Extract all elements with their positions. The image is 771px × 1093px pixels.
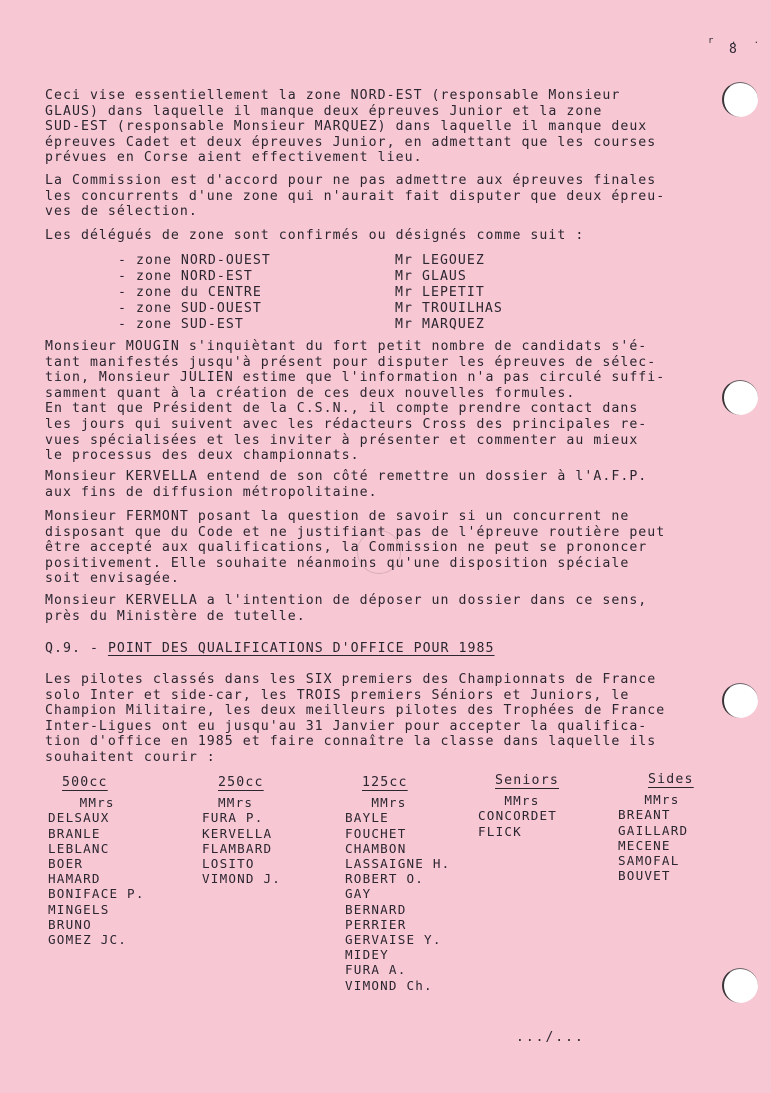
zone-name: - zone du CENTRE — [118, 285, 262, 300]
rider-name: CHAMBON — [345, 840, 407, 856]
zone-row — [118, 317, 503, 333]
rider-name: CONCORDET — [478, 808, 558, 824]
rider-name: BONIFACE P. — [48, 886, 145, 902]
zone-delegate: Mr TROUILHAS — [395, 301, 503, 316]
class-heading: 125cc — [362, 775, 408, 790]
rider-name: GOMEZ JC. — [48, 932, 128, 948]
corner-mark: r . . — [708, 36, 766, 46]
rider-name: MECENE — [618, 837, 671, 853]
rider-name: FLICK — [478, 823, 522, 839]
paragraph-commission-agreement: La Commission est d'accord pour ne pas admettre aux épreuves finales les concurrents d'une zone qui n'aurait fait disputer que deux épreu- ves de sélection. — [45, 173, 666, 220]
punch-hole — [722, 683, 758, 718]
zone-name: - zone SUD-EST — [118, 317, 244, 332]
rider-name: VIMOND Ch. — [345, 977, 433, 993]
section-title: POINT DES QUALIFICATIONS D'OFFICE POUR 1985 — [107, 641, 495, 656]
rider-name: FURA P. — [202, 810, 264, 826]
zone-name: - zone NORD-OUEST — [118, 253, 271, 268]
class-heading: Seniors — [495, 773, 559, 788]
punch-hole — [722, 380, 758, 415]
rider-name: BREANT — [618, 807, 671, 823]
rider-name: FURA A. — [345, 962, 407, 978]
punch-hole — [722, 968, 758, 1003]
rider-name: GAY — [345, 886, 372, 902]
rider-name: BRUNO — [48, 916, 92, 932]
section-heading — [45, 641, 495, 656]
class-heading: Sides — [648, 772, 694, 787]
zone-row — [118, 301, 503, 317]
class-heading: 250cc — [218, 775, 264, 790]
rider-name: MINGELS — [48, 901, 110, 917]
rider-name: BAYLE — [345, 810, 389, 826]
class-honorific: MMrs — [478, 793, 540, 809]
rider-name: SAMOFAL — [618, 853, 680, 869]
class-column-sides — [618, 772, 694, 883]
paragraph-delegates-intro: Les délégués de zone sont confirmés ou désignés comme suit : — [45, 228, 585, 243]
continuation-mark: .../... — [516, 1030, 585, 1045]
class-heading: 500cc — [62, 775, 108, 790]
rider-name: HAMARD — [48, 871, 101, 887]
rider-name: LOSITO — [202, 856, 255, 872]
paragraph-kervella-afp: Monsieur KERVELLA entend de son côté remettre un dossier à l'A.F.P. aux fins de diffusion métropolitaine. — [45, 469, 648, 500]
class-honorific: MMrs — [62, 795, 115, 811]
rider-name: LASSAIGNE H. — [345, 856, 451, 872]
rider-name: VIMOND J. — [202, 871, 282, 887]
zone-delegate: Mr MARQUEZ — [395, 317, 485, 332]
punch-hole — [722, 82, 758, 117]
rider-name: DELSAUX — [48, 810, 110, 826]
rider-name: MIDEY — [345, 947, 389, 963]
zone-row — [118, 269, 503, 285]
class-honorific: MMrs — [345, 795, 407, 811]
rider-name: BERNARD — [345, 901, 407, 917]
class-column-125cc — [345, 775, 450, 993]
zone-name: - zone NORD-EST — [118, 269, 253, 284]
rider-name: BOER — [48, 856, 84, 872]
zone-delegate: Mr GLAUS — [395, 269, 467, 284]
rider-name: FOUCHET — [345, 825, 407, 841]
class-column-seniors — [478, 773, 559, 839]
section-number: Q.9. - — [45, 641, 108, 656]
rider-name: GERVAISE Y. — [345, 932, 442, 948]
rider-name: GAILLARD — [618, 822, 689, 838]
rider-name: KERVELLA — [202, 825, 273, 841]
zone-delegate: Mr LEGOUEZ — [395, 253, 485, 268]
class-column-500cc — [48, 775, 145, 948]
rider-name: BRANLE — [48, 825, 101, 841]
paragraph-zones-missing: Ceci vise essentiellement la zone NORD-EST (responsable Monsieur GLAUS) dans laquelle il manque deux épreuves Junior et la zone SUD-EST (responsable Monsieur MARQUEZ) dans laquelle il manque deux épreuves Cadet et deux épreuves Junior, en admettant que les courses prévues en Corse aient effectivement lieu. — [45, 88, 657, 166]
rider-name: BOUVET — [618, 868, 671, 884]
rider-name: ROBERT O. — [345, 871, 425, 887]
page-number: 8 — [729, 42, 737, 57]
zone-name: - zone SUD-OUEST — [118, 301, 262, 316]
paragraph-mougin-julien: Monsieur MOUGIN s'inquiètant du fort petit nombre de candidats s'é- tant manifestés jusqu'à présent pour disputer les épreuves de sélec- tion, Monsieur JULIEN estime que l'information n'a pas circulé suffi- samment quant à la création de ces deux nouvelles formules. En tant que Président de la C.S.N., il compte prendre contact dans les jours qui suivent avec les rédacteurs Cross des principales re- vues spécialisées et les inviter à présenter et commenter au mieux le processus des deux championnats. — [45, 339, 666, 464]
zone-delegate: Mr LEPETIT — [395, 285, 485, 300]
paragraph-qualifications: Les pilotes classés dans les SIX premiers des Championnats de France solo Inter et side-car, les TROIS premiers Séniors et Juniors, le Champion Militaire, les deux meilleurs pilotes des Trophées de France Inter-Ligues ont eu jusqu'au 31 Janvier pour accepter la qualifica- tion d'office en 1985 et faire connaître la classe dans laquelle ils souhaitent courir : — [45, 672, 666, 765]
paragraph-fermont-question: Monsieur FERMONT posant la question de savoir si un concurrent ne disposant que du Code et ne justifiant pas de l'épreuve routière peut être accepté aux qualifications, la Commission ne peut se prononcer positivement. Elle souhaite néanmoins qu'une disposition spéciale soit envisagée. — [45, 509, 666, 587]
zone-row — [118, 253, 503, 269]
rider-name: PERRIER — [345, 916, 407, 932]
zone-row — [118, 285, 503, 301]
class-honorific: MMrs — [218, 795, 254, 811]
zone-delegate-list — [118, 253, 503, 333]
rider-name: FLAMBARD — [202, 840, 273, 856]
class-honorific: MMrs — [618, 792, 680, 808]
rider-name: LEBLANC — [48, 840, 110, 856]
class-column-250cc — [202, 775, 282, 887]
paragraph-kervella-ministry: Monsieur KERVELLA a l'intention de déposer un dossier dans ce sens, près du Ministère de tutelle. — [45, 593, 648, 624]
